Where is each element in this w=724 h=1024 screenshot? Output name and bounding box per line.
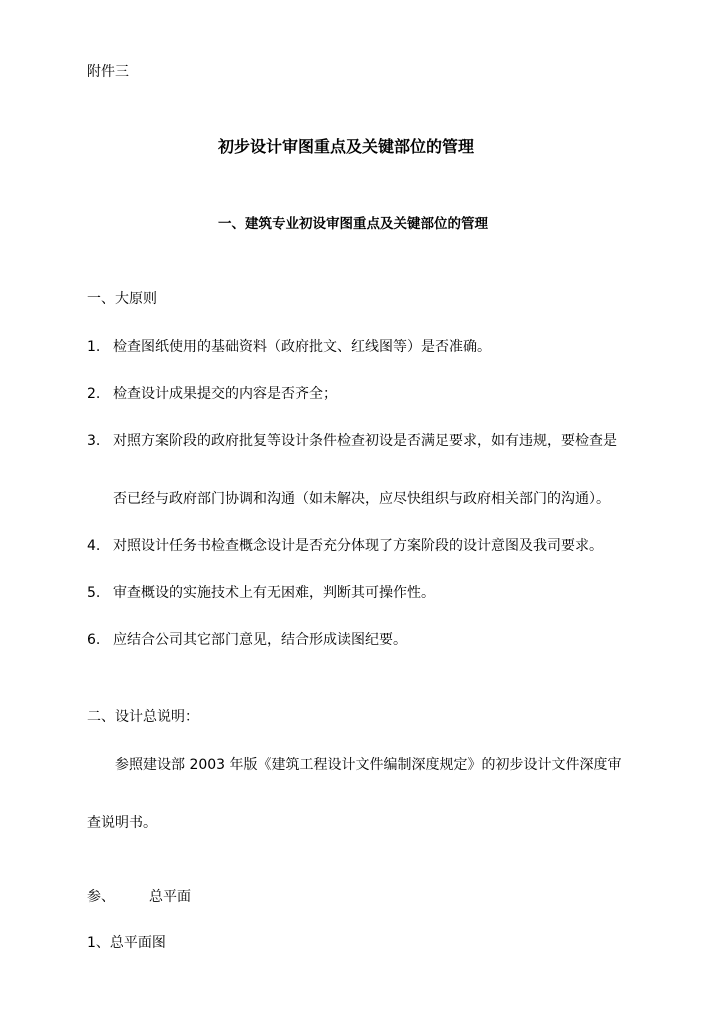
list-item-number: 3.: [87, 433, 101, 449]
section2-paragraph-line2: 查说明书。: [87, 815, 157, 831]
section2-heading: 二、设计总说明：: [87, 709, 199, 725]
list-item-text: 应结合公司其它部门意见，结合形成读图纪要。: [113, 632, 407, 648]
document-title: 初步设计审图重点及关键部位的管理: [218, 137, 475, 156]
section3-prefix: 参、: [87, 889, 115, 905]
list-item-text: 对照方案阶段的政府批复等设计条件检查初设是否满足要求，如有违规，要检查是: [113, 433, 617, 449]
list-item: [87, 631, 407, 649]
list-item: [87, 338, 491, 356]
list-item-text: 检查设计成果提交的内容是否齐全；: [113, 386, 337, 402]
section-subtitle: 一、建筑专业初设审图重点及关键部位的管理: [218, 216, 488, 232]
list-item-number: 6.: [87, 632, 101, 648]
attachment-label: 附件三: [87, 64, 129, 80]
list-item-text: 检查图纸使用的基础资料（政府批文、红线图等）是否准确。: [113, 339, 491, 355]
list-item-text: 审查概设的实施技术上有无困难，判断其可操作性。: [113, 585, 435, 601]
list-item-number: 4.: [87, 538, 101, 554]
list-item: [87, 584, 435, 602]
list-item-number: 5.: [87, 585, 101, 601]
list-item: [87, 432, 617, 450]
section2-paragraph-line1: 参照建设部 2003 年版《建筑工程设计文件编制深度规定》的初步设计文件深度审: [115, 757, 622, 773]
list-item-number: 2.: [87, 386, 101, 402]
section3-sub-heading: 1、总平面图: [87, 935, 166, 951]
section3-heading: [87, 888, 191, 906]
list-item-continuation: 否已经与政府部门协调和沟通（如未解决，应尽快组织与政府相关部门的沟通）。: [113, 491, 610, 507]
list-item-text: 对照设计任务书检查概念设计是否充分体现了方案阶段的设计意图及我司要求。: [113, 538, 603, 554]
section3-title: 总平面: [149, 889, 191, 905]
list-item: [87, 537, 603, 555]
list-item: [87, 385, 337, 403]
list-item-number: 1.: [87, 339, 101, 355]
section1-heading: 一、大原则: [87, 291, 157, 307]
